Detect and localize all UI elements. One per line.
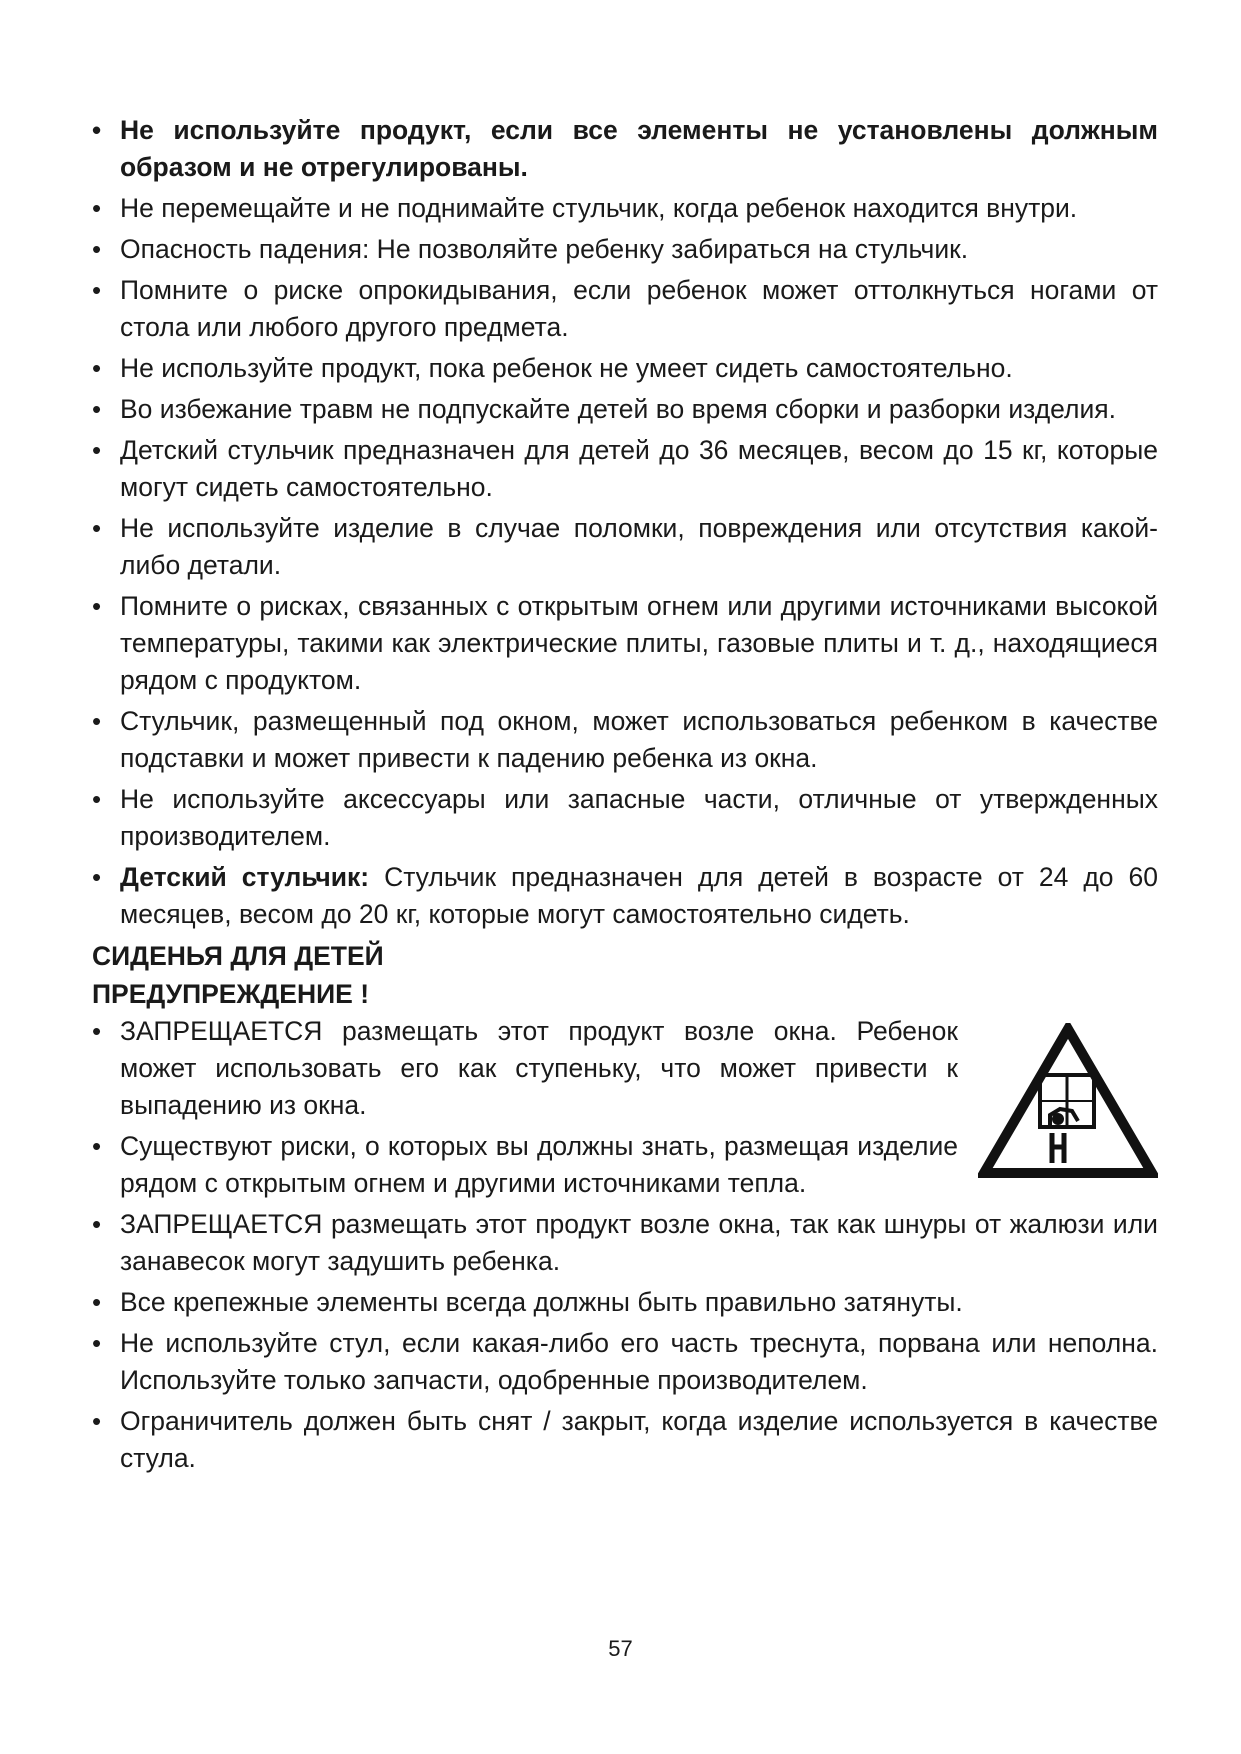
item-text: Все крепежные элементы всегда должны быть правильно затянуты. <box>120 1287 963 1317</box>
item-text: Не используйте продукт, если все элементы не установлены должным образом и не отрегулированы. <box>120 115 1158 182</box>
bullet: • <box>92 1328 102 1358</box>
item-text: Не используйте продукт, пока ребенок не умеет сидеть самостоятельно. <box>120 353 1013 383</box>
item-text: Детский стульчик предназначен для детей до 36 месяцев, весом до 15 кг, которые могут сидеть самостоятельно. <box>120 435 1158 502</box>
bullet: • <box>92 706 102 736</box>
bullet: • <box>92 862 102 892</box>
list-item <box>92 1128 958 1202</box>
list-item <box>92 781 1158 855</box>
item-text: Стульчик предназначен для детей в возрасте от 24 до 60 месяцев, весом до 20 кг, которые могут самостоятельно сидеть. <box>120 862 1159 929</box>
bullet: • <box>92 1287 102 1317</box>
item-text: Не перемещайте и не поднимайте стульчик, когда ребенок находится внутри. <box>120 193 1078 223</box>
bullet: • <box>92 784 102 814</box>
item-text: Во избежание травм не подпускайте детей во время сборки и разборки изделия. <box>120 394 1117 424</box>
item-text: Не используйте аксессуары или запасные части, отличные от утвержденных производителем. <box>120 784 1158 851</box>
item-text: Не используйте стул, если какая-либо его часть треснута, порвана или неполна. Используйте только запчасти, одобренные производителем. <box>120 1328 1158 1395</box>
bullet: • <box>92 591 102 621</box>
item-lead: Детский стульчик: <box>120 862 370 892</box>
list-item <box>92 1206 1158 1280</box>
list-item <box>92 1013 958 1124</box>
item-text: Существуют риски, о которых вы должны знать, размещая изделие рядом с открытым огнем и другими источниками тепла. <box>120 1131 958 1198</box>
item-text: Стульчик, размещенный под окном, может использоваться ребенком в качестве подставки и может привести к падению ребенка из окна. <box>120 706 1158 773</box>
list-item <box>92 1284 1158 1321</box>
page-number: 57 <box>608 1636 633 1661</box>
list-item <box>92 703 1158 777</box>
bullet: • <box>92 275 102 305</box>
item-text: Опасность падения: Не позволяйте ребенку забираться на стульчик. <box>120 234 969 264</box>
bullet: • <box>92 513 102 543</box>
list-item <box>92 1325 1158 1399</box>
list-item <box>92 272 1158 346</box>
list-item <box>92 112 1158 186</box>
bullet: • <box>92 394 102 424</box>
bullet: • <box>92 193 102 223</box>
bullet: • <box>92 1406 102 1436</box>
warning-heading: ПРЕДУПРЕЖДЕНИЕ ! <box>92 979 370 1009</box>
item-text: ЗАПРЕЩАЕТСЯ размещать этот продукт возле окна. Ребенок может использовать его как ступеньку, что может привести к выпадению из окна. <box>120 1016 958 1120</box>
list-item <box>92 391 1158 428</box>
bullet: • <box>92 353 102 383</box>
warning-block <box>92 975 1158 1477</box>
list-item <box>92 231 1158 268</box>
list-item <box>92 1403 1158 1477</box>
item-text: Ограничитель должен быть снят / закрыт, когда изделие используется в качестве стула. <box>120 1406 1158 1473</box>
bullet: • <box>92 115 102 145</box>
list-item <box>92 510 1158 584</box>
item-text: Помните о риске опрокидывания, если ребенок может оттолкнуться ногами от стола или любого другого предмета. <box>120 275 1158 342</box>
safety-list <box>92 112 1158 933</box>
document-page <box>92 112 1158 1481</box>
bullet: • <box>92 1131 102 1161</box>
list-item <box>92 588 1158 699</box>
bullet: • <box>92 1016 102 1046</box>
list-item <box>92 432 1158 506</box>
bullet: • <box>92 435 102 465</box>
bullet: • <box>92 1209 102 1239</box>
item-text: Помните о рисках, связанных с открытым огнем или другими источниками высокой температуры, такими как электрические плиты, газовые плиты и т. д., находящиеся рядом с продуктом. <box>120 591 1158 695</box>
section-heading: СИДЕНЬЯ ДЛЯ ДЕТЕЙ <box>92 941 384 971</box>
item-text: ЗАПРЕЩАЕТСЯ размещать этот продукт возле окна, так как шнуры от жалюзи или занавесок могут задушить ребенка. <box>120 1209 1158 1276</box>
window-fall-warning-icon <box>978 1023 1158 1183</box>
item-text: Не используйте изделие в случае поломки, повреждения или отсутствия какой-либо детали. <box>120 513 1158 580</box>
bullet: • <box>92 234 102 264</box>
list-item <box>92 190 1158 227</box>
list-item <box>92 859 1158 933</box>
list-item <box>92 350 1158 387</box>
